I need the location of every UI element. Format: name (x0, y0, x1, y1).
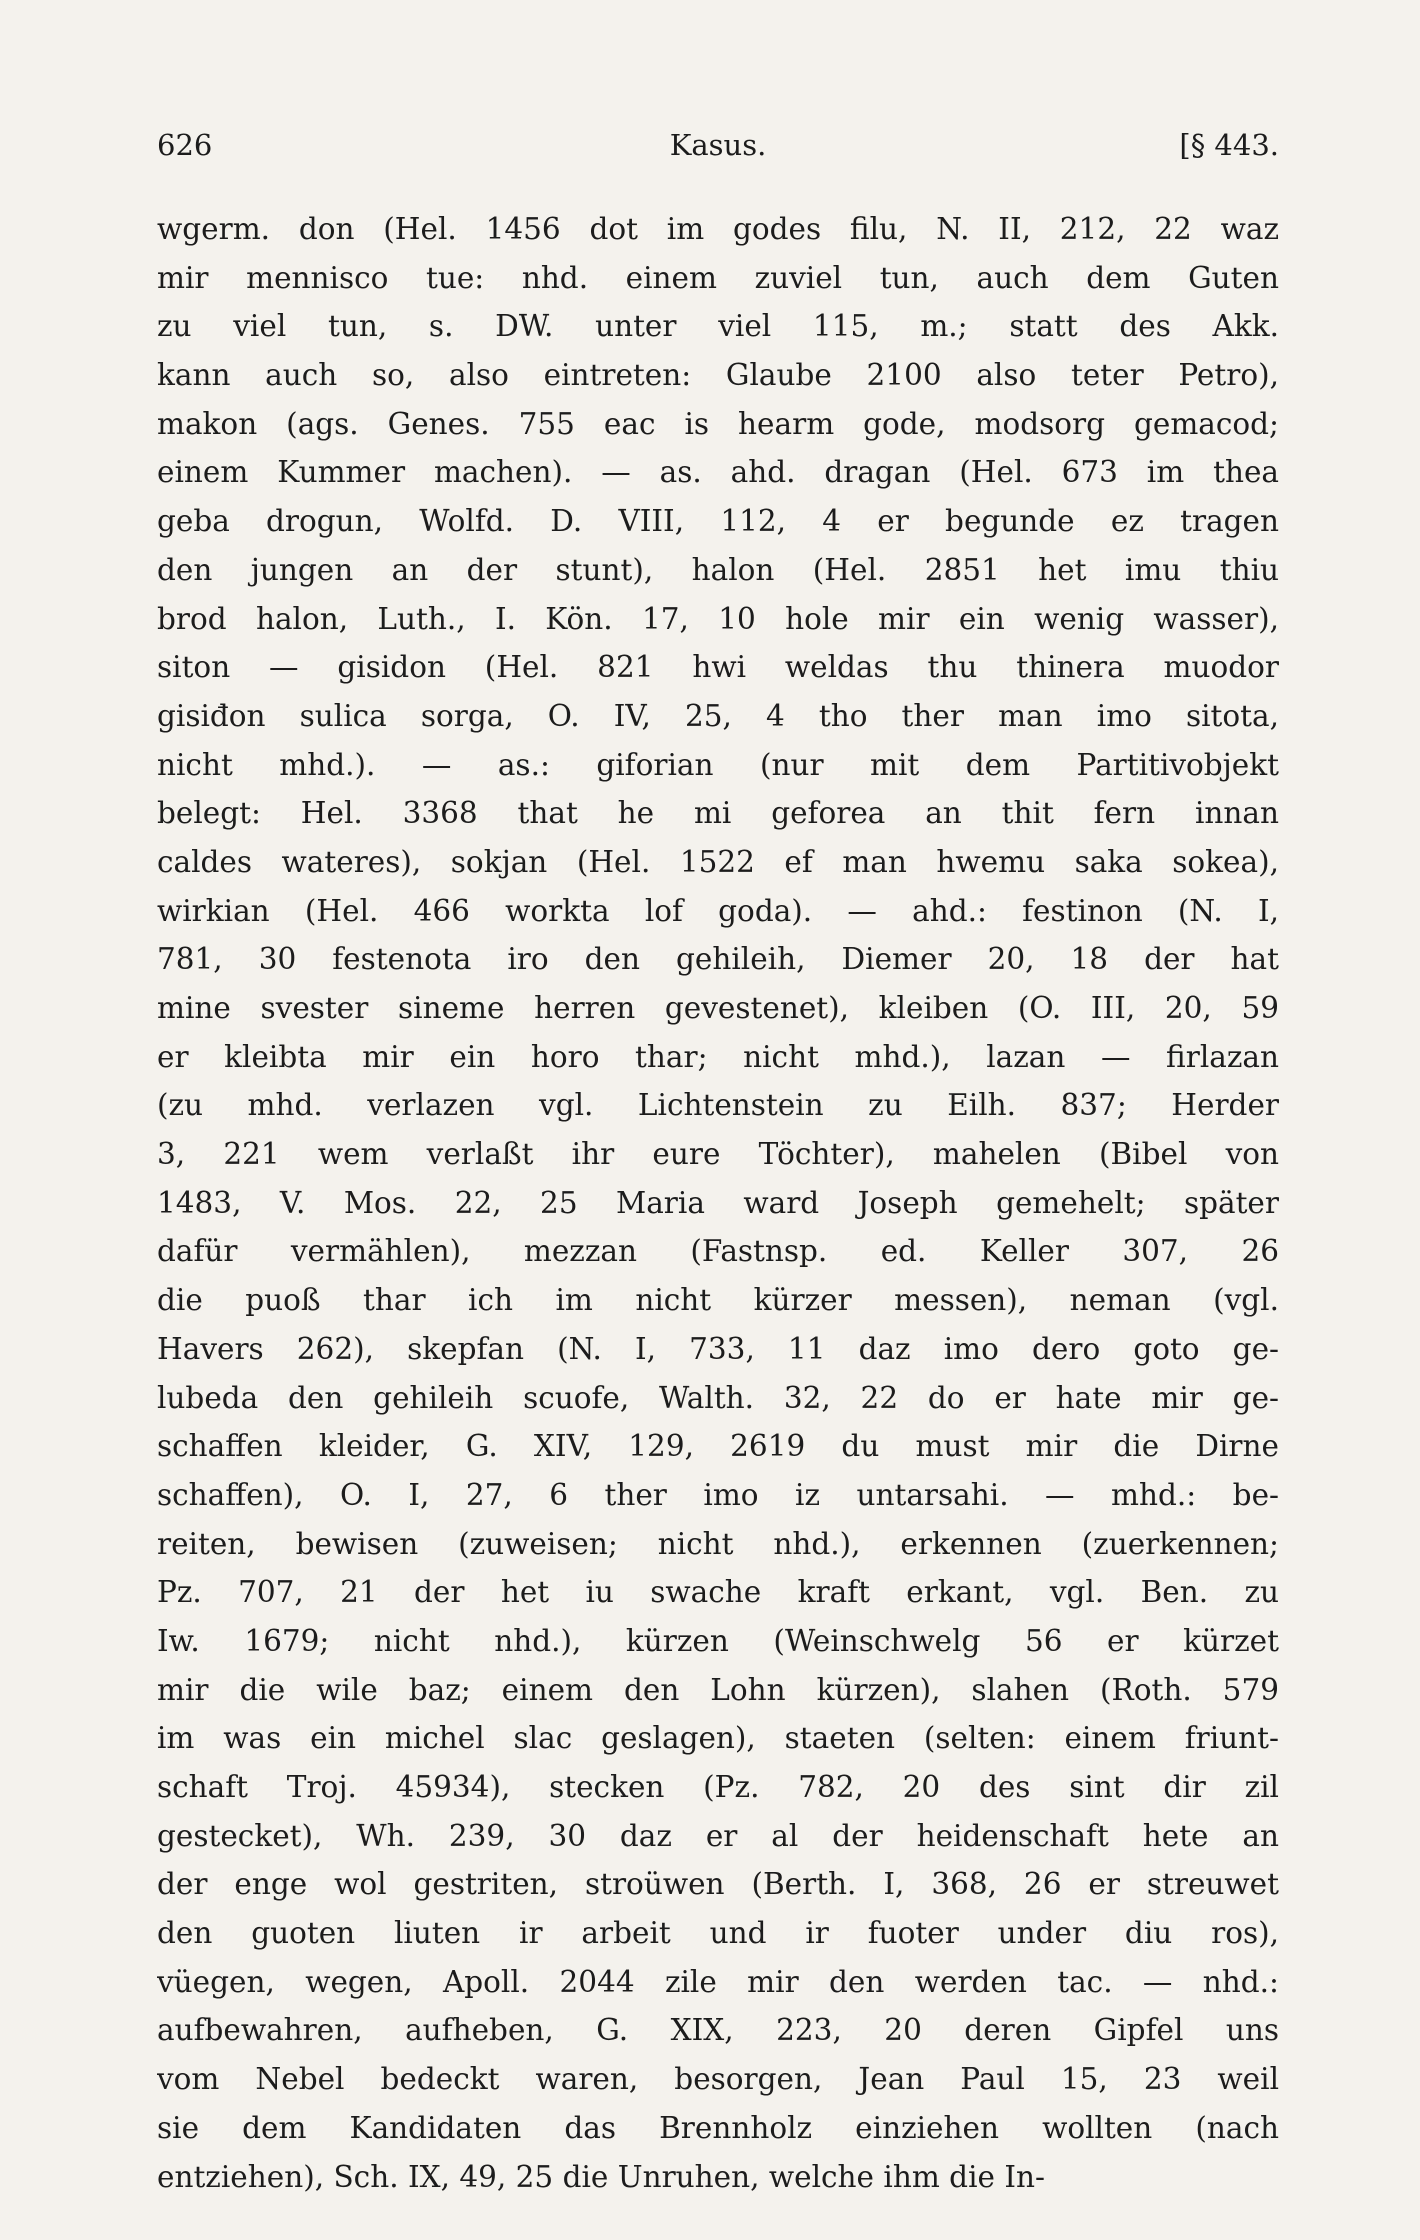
text-line: mir mennisco tue: nhd. einem zuviel tun, auch dem Guten (157, 260, 1279, 295)
text-line: gestecket), Wh. 239, 30 daz er al der heidenschaft hete an (157, 1818, 1279, 1853)
text-line: Iw. 1679; nicht nhd.), kürzen (Weinschwelg 56 er kürzet (157, 1623, 1279, 1658)
text-line: mine svester sineme herren gevestenet), kleiben (O. III, 20, 59 (157, 991, 1279, 1025)
text-line: 3, 221 wem verlaßt ihr eure Töchter), mahelen (Bibel von (157, 1137, 1279, 1172)
text-line: kann auch so, also eintreten: Glaube 2100 also teter Petro), (157, 358, 1279, 393)
text-line: die puoß thar ich im nicht kürzer messen), neman (vgl. (157, 1283, 1279, 1318)
text-line: den jungen an der stunt), halon (Hel. 2851 het imu thiu (157, 552, 1279, 587)
text-line: entziehen), Sch. IX, 49, 25 die Unruhen, welche ihm die In- (157, 2159, 1045, 2194)
text-line: Havers 262), skepfan (N. I, 733, 11 daz imo dero goto ge- (157, 1331, 1279, 1366)
text-line: reiten, bewisen (zuweisen; nicht nhd.), erkennen (zuerkennen; (157, 1526, 1279, 1561)
text-line: belegt: Hel. 3368 that he mi geforea an thit fern innan (157, 796, 1279, 831)
text-line: aufbewahren, aufheben, G. XIX, 223, 20 deren Gipfel uns (157, 2013, 1279, 2048)
text-line: gisiđon sulica sorga, O. IV, 25, 4 tho ther man imo sitota, (157, 698, 1279, 733)
text-line: schaffen kleider, G. XIV, 129, 2619 du must mir die Dirne (157, 1429, 1279, 1464)
text-line: einem Kummer machen). — as. ahd. dragan (Hel. 673 im thea (157, 455, 1279, 490)
text-line: vom Nebel bedeckt waren, besorgen, Jean Paul 15, 23 weil (157, 2062, 1279, 2097)
section-number: [§ 443. (1179, 128, 1279, 162)
page-number: 626 (157, 128, 213, 162)
text-line: makon (ags. Genes. 755 eac is hearm gode, modsorg gemacod; (157, 406, 1279, 441)
text-line: 781, 30 festenota iro den gehileih, Diemer 20, 18 der hat (157, 942, 1279, 977)
text-line: 1483, V. Mos. 22, 25 Maria ward Joseph gemehelt; später (157, 1185, 1279, 1220)
text-line: im was ein michel slac geslagen), staeten (selten: einem friunt- (157, 1721, 1279, 1756)
text-line: sie dem Kandidaten das Brennholz einziehen wollten (nach (157, 2110, 1279, 2145)
text-line: schaffen), O. I, 27, 6 ther imo iz untarsahi. — mhd.: be- (157, 1477, 1279, 1512)
running-header (157, 128, 1279, 178)
text-line: dafür vermählen), mezzan (Fastnsp. ed. Keller 307, 26 (157, 1234, 1279, 1269)
text-line: zu viel tun, s. DW. unter viel 115, m.; statt des Akk. (157, 309, 1279, 344)
text-line: nicht mhd.). — as.: giforian (nur mit dem Partitivobjekt (157, 747, 1279, 782)
text-line: Pz. 707, 21 der het iu swache kraft erkant, vgl. Ben. zu (157, 1575, 1279, 1610)
text-line: siton — gisidon (Hel. 821 hwi weldas thu thinera muodor (157, 650, 1279, 685)
text-line: der enge wol gestriten, stroüwen (Berth. I, 368, 26 er streuwet (157, 1867, 1279, 1902)
text-line: er kleibta mir ein horo thar; nicht mhd.), lazan — firlazan (157, 1039, 1279, 1074)
text-line: geba drogun, Wolfd. D. VIII, 112, 4 er begunde ez tragen (157, 504, 1279, 539)
text-line: mir die wile baz; einem den Lohn kürzen), slahen (Roth. 579 (157, 1672, 1279, 1707)
text-line: vüegen, wegen, Apoll. 2044 zile mir den werden tac. — nhd.: (157, 1964, 1279, 1999)
text-line: lubeda den gehileih scuofe, Walth. 32, 22 do er hate mir ge- (157, 1380, 1279, 1415)
running-title: Kasus. (669, 128, 767, 162)
text-line: schaft Troj. 45934), stecken (Pz. 782, 20 des sint dir zil (157, 1770, 1279, 1804)
text-line: caldes wateres), sokjan (Hel. 1522 ef man hwemu saka sokea), (157, 844, 1279, 879)
text-line: (zu mhd. verlazen vgl. Lichtenstein zu Eilh. 837; Herder (157, 1088, 1279, 1123)
body-text (157, 205, 1279, 2201)
text-line: wgerm. don (Hel. 1456 dot im godes filu, N. II, 212, 22 waz (157, 212, 1279, 246)
text-line: wirkian (Hel. 466 workta lof goda). — ahd.: festinon (N. I, (157, 893, 1279, 928)
text-line: brod halon, Luth., I. Kön. 17, 10 hole mir ein wenig wasser), (157, 601, 1279, 636)
text-line: den guoten liuten ir arbeit und ir fuoter under diu ros), (157, 1916, 1279, 1951)
